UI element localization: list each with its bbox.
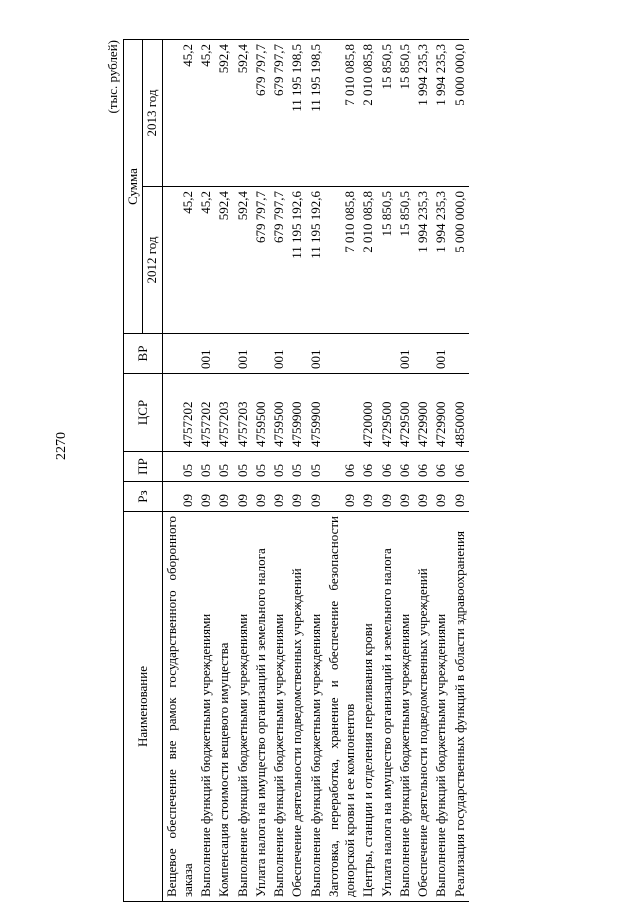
row-pr: 05 bbox=[234, 452, 252, 482]
row-sum-2012: 45,2 bbox=[162, 187, 197, 334]
row-sum-2012: 592,4 bbox=[215, 187, 233, 334]
row-name: Обеспечение деятельности подведомственных учреждений bbox=[288, 512, 306, 902]
row-pr: 06 bbox=[414, 452, 432, 482]
table-row bbox=[252, 40, 270, 902]
row-pr: 05 bbox=[270, 452, 288, 482]
row-sum-2013: 11 195 198,5 bbox=[288, 40, 306, 187]
row-sum-2013: 592,4 bbox=[215, 40, 233, 187]
row-csr: 4759900 bbox=[307, 374, 325, 452]
row-sum-2012: 5 000 000,0 bbox=[451, 187, 469, 334]
row-sum-2013: 2 010 085,8 bbox=[359, 40, 377, 187]
table-row bbox=[288, 40, 306, 902]
row-vr bbox=[325, 334, 360, 374]
row-rz: 09 bbox=[451, 482, 469, 512]
row-sum-2012: 45,2 bbox=[197, 187, 215, 334]
row-name: Реализация государственных функций в области здравоохранения bbox=[451, 512, 469, 902]
table-row bbox=[307, 40, 325, 902]
row-pr: 06 bbox=[378, 452, 396, 482]
row-vr bbox=[162, 334, 197, 374]
row-vr bbox=[359, 334, 377, 374]
row-sum-2012: 11 195 192,6 bbox=[307, 187, 325, 334]
row-csr: 4757202 bbox=[197, 374, 215, 452]
row-vr: 001 bbox=[432, 334, 450, 374]
row-sum-2012: 15 850,5 bbox=[396, 187, 414, 334]
row-pr: 06 bbox=[451, 452, 469, 482]
row-name: Уплата налога на имущество организаций и земельного налога bbox=[252, 512, 270, 902]
row-vr bbox=[215, 334, 233, 374]
row-sum-2013: 11 195 198,5 bbox=[307, 40, 325, 187]
row-pr: 05 bbox=[197, 452, 215, 482]
row-csr: 4757202 bbox=[162, 374, 197, 452]
row-name: Выполнение функций бюджетными учреждениями bbox=[197, 512, 215, 902]
row-sum-2012: 592,4 bbox=[234, 187, 252, 334]
row-vr: 001 bbox=[197, 334, 215, 374]
table-body bbox=[162, 40, 469, 902]
row-rz: 09 bbox=[215, 482, 233, 512]
row-name: Выполнение функций бюджетными учреждениями bbox=[307, 512, 325, 902]
row-sum-2012: 11 195 192,6 bbox=[288, 187, 306, 334]
rotated-page bbox=[105, 40, 565, 902]
row-sum-2012: 7 010 085,8 bbox=[325, 187, 360, 334]
row-csr: 4757203 bbox=[215, 374, 233, 452]
row-pr: 06 bbox=[396, 452, 414, 482]
row-pr: 06 bbox=[359, 452, 377, 482]
row-rz: 09 bbox=[252, 482, 270, 512]
row-pr: 06 bbox=[432, 452, 450, 482]
row-csr: 4729500 bbox=[378, 374, 396, 452]
row-rz: 09 bbox=[325, 482, 360, 512]
row-sum-2013: 15 850,5 bbox=[396, 40, 414, 187]
row-csr: 4729900 bbox=[432, 374, 450, 452]
row-name: Вещевое обеспечение вне рамок государственного оборонного заказа bbox=[162, 512, 197, 902]
row-rz: 09 bbox=[270, 482, 288, 512]
header-csr: ЦСР bbox=[124, 374, 163, 452]
row-csr bbox=[325, 374, 360, 452]
table-row bbox=[414, 40, 432, 902]
row-sum-2013: 679 797,7 bbox=[252, 40, 270, 187]
table-row bbox=[396, 40, 414, 902]
row-pr: 06 bbox=[325, 452, 360, 482]
row-sum-2012: 679 797,7 bbox=[270, 187, 288, 334]
header-rz: Рз bbox=[124, 482, 163, 512]
row-name: Заготовка, переработка, хранение и обеспечение безопасности донорской крови и ее компонентов bbox=[325, 512, 360, 902]
row-pr: 05 bbox=[162, 452, 197, 482]
row-name: Уплата налога на имущество организаций и земельного налога bbox=[378, 512, 396, 902]
row-sum-2013: 1 994 235,3 bbox=[432, 40, 450, 187]
row-name: Выполнение функций бюджетными учреждениями bbox=[234, 512, 252, 902]
row-pr: 05 bbox=[288, 452, 306, 482]
row-vr bbox=[451, 334, 469, 374]
rotated-content bbox=[105, 40, 565, 902]
row-pr: 05 bbox=[215, 452, 233, 482]
row-rz: 09 bbox=[307, 482, 325, 512]
row-sum-2013: 592,4 bbox=[234, 40, 252, 187]
row-sum-2013: 45,2 bbox=[162, 40, 197, 187]
row-rz: 09 bbox=[197, 482, 215, 512]
row-sum-2013: 7 010 085,8 bbox=[325, 40, 360, 187]
row-sum-2012: 2 010 085,8 bbox=[359, 187, 377, 334]
row-csr: 4757203 bbox=[234, 374, 252, 452]
row-vr bbox=[378, 334, 396, 374]
row-vr bbox=[288, 334, 306, 374]
header-year-2012: 2012 год bbox=[143, 187, 162, 334]
budget-table bbox=[123, 39, 469, 902]
table-row bbox=[234, 40, 252, 902]
row-rz: 09 bbox=[288, 482, 306, 512]
row-csr: 4729900 bbox=[414, 374, 432, 452]
table-row bbox=[215, 40, 233, 902]
row-sum-2012: 1 994 235,3 bbox=[414, 187, 432, 334]
header-pr: ПР bbox=[124, 452, 163, 482]
row-name: Выполнение функций бюджетными учреждениями bbox=[270, 512, 288, 902]
header-vr: ВР bbox=[124, 334, 163, 374]
table-row bbox=[432, 40, 450, 902]
table-row bbox=[325, 40, 360, 902]
row-csr: 4729500 bbox=[396, 374, 414, 452]
row-rz: 09 bbox=[162, 482, 197, 512]
row-csr: 4720000 bbox=[359, 374, 377, 452]
row-pr: 05 bbox=[252, 452, 270, 482]
table-row bbox=[270, 40, 288, 902]
row-sum-2013: 679 797,7 bbox=[270, 40, 288, 187]
row-sum-2012: 1 994 235,3 bbox=[432, 187, 450, 334]
row-sum-2013: 5 000 000,0 bbox=[451, 40, 469, 187]
row-rz: 09 bbox=[234, 482, 252, 512]
row-csr: 4850000 bbox=[451, 374, 469, 452]
row-name: Выполнение функций бюджетными учреждениями bbox=[432, 512, 450, 902]
table-row bbox=[451, 40, 469, 902]
unit-note: (тыс. рублей) bbox=[105, 40, 120, 114]
row-sum-2012: 679 797,7 bbox=[252, 187, 270, 334]
row-name: Центры, станции и отделения переливания крови bbox=[359, 512, 377, 902]
row-csr: 4759900 bbox=[288, 374, 306, 452]
row-name: Выполнение функций бюджетными учреждениями bbox=[396, 512, 414, 902]
table-row bbox=[162, 40, 197, 902]
header-year-2013: 2013 год bbox=[143, 40, 162, 187]
row-rz: 09 bbox=[414, 482, 432, 512]
header-sum: Сумма bbox=[124, 40, 143, 334]
row-sum-2012: 15 850,5 bbox=[378, 187, 396, 334]
row-vr: 001 bbox=[307, 334, 325, 374]
row-vr: 001 bbox=[396, 334, 414, 374]
table-row bbox=[197, 40, 215, 902]
row-vr bbox=[252, 334, 270, 374]
table-row bbox=[378, 40, 396, 902]
row-vr: 001 bbox=[234, 334, 252, 374]
row-rz: 09 bbox=[396, 482, 414, 512]
row-rz: 09 bbox=[359, 482, 377, 512]
row-sum-2013: 1 994 235,3 bbox=[414, 40, 432, 187]
row-csr: 4759500 bbox=[252, 374, 270, 452]
row-sum-2013: 15 850,5 bbox=[378, 40, 396, 187]
row-sum-2013: 45,2 bbox=[197, 40, 215, 187]
row-pr: 05 bbox=[307, 452, 325, 482]
header-row-1 bbox=[124, 40, 143, 902]
row-vr: 001 bbox=[270, 334, 288, 374]
row-vr bbox=[414, 334, 432, 374]
row-name: Компенсация стоимости вещевого имущества bbox=[215, 512, 233, 902]
row-name: Обеспечение деятельности подведомственных учреждений bbox=[414, 512, 432, 902]
row-csr: 4759500 bbox=[270, 374, 288, 452]
page-number: 2270 bbox=[54, 432, 69, 460]
header-name: Наименование bbox=[124, 512, 163, 902]
table-row bbox=[359, 40, 377, 902]
row-rz: 09 bbox=[432, 482, 450, 512]
row-rz: 09 bbox=[378, 482, 396, 512]
